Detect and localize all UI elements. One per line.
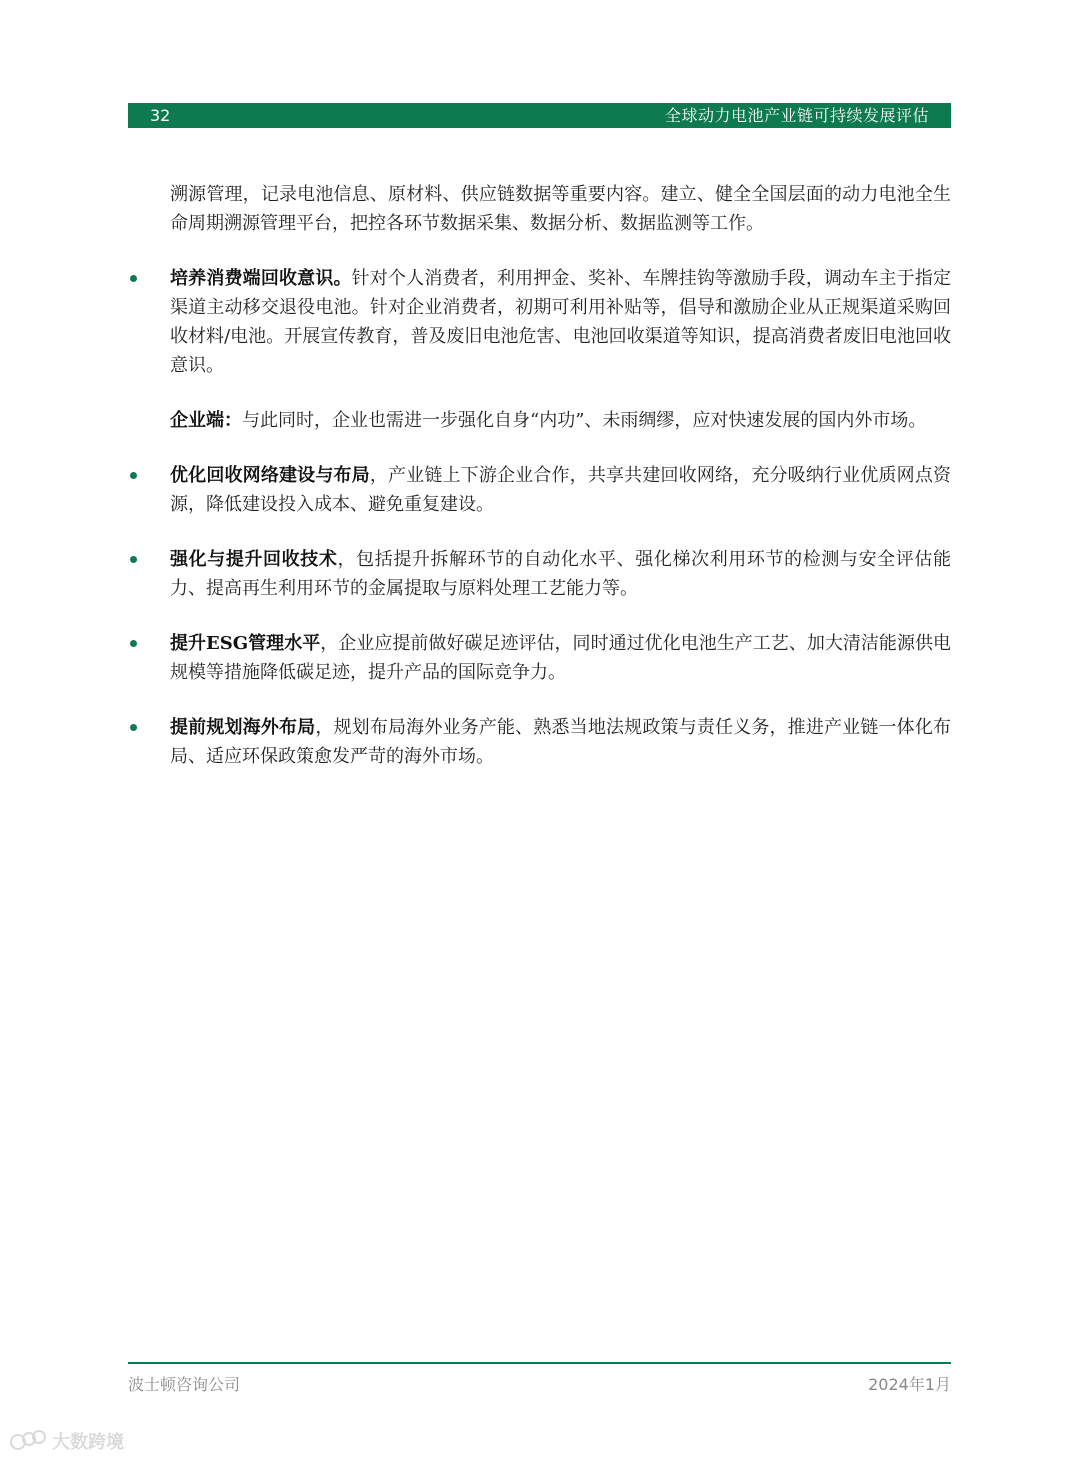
watermark-text: 大数跨境 [52, 1432, 124, 1453]
bullet-recycling-technology [128, 545, 951, 603]
bullet-heading: 提前规划海外布局 [170, 717, 316, 738]
bullet-overseas-layout [128, 713, 951, 771]
watermark-logo-icon [10, 1430, 48, 1452]
watermark [10, 1428, 124, 1454]
bullet-heading: 提升ESG管理水平 [170, 633, 321, 654]
bullet-dot-icon [130, 724, 137, 731]
page-header-bar [128, 103, 951, 128]
bullet-text: ，规划布局海外业务产能、熟悉当地法规政策与责任义务，推进产业链一体化布局、适应环保政策愈发严苛的海外市场。 [170, 717, 952, 767]
document-title: 全球动力电池产业链可持续发展评估 [664, 106, 929, 125]
enterprise-intro-paragraph [128, 406, 951, 435]
enterprise-text: 与此同时，企业也需进一步强化自身“内功”、未雨绸缪，应对快速发展的国内外市场。 [242, 410, 927, 431]
main-content [128, 180, 951, 771]
bullet-dot-icon [130, 472, 137, 479]
bullet-consumer-awareness [128, 264, 951, 380]
footer-date: 2024年1月 [868, 1375, 951, 1394]
bullet-text: ，包括提升拆解环节的自动化水平、强化梯次利用环节的检测与安全评估能力、提高再生利用环节的金属提取与原料处理工艺能力等。 [170, 549, 952, 599]
bullet-esg-management [128, 629, 951, 687]
intro-continuation-paragraph: 溯源管理，记录电池信息、原材料、供应链数据等重要内容。建立、健全全国层面的动力电池全生命周期溯源管理平台，把控各环节数据采集、数据分析、数据监测等工作。 [170, 184, 951, 234]
enterprise-heading: 企业端： [170, 410, 242, 431]
bullet-recycling-network [128, 461, 951, 519]
bullet-text: ，产业链上下游企业合作，共享共建回收网络，充分吸纳行业优质网点资源，降低建设投入成本、避免重复建设。 [170, 465, 952, 515]
bullet-heading: 强化与提升回收技术 [170, 549, 338, 570]
footer-company: 波士顿咨询公司 [128, 1375, 241, 1394]
footer-divider [128, 1362, 951, 1364]
bullet-text: 针对个人消费者，利用押金、奖补、车牌挂钩等激励手段，调动车主于指定渠道主动移交退役电池。针对企业消费者，初期可利用补贴等，倡导和激励企业从正规渠道采购回收材料/电池。开展宣传教育，普及废旧电池危害、电池回收渠道等知识，提高消费者废旧电池回收意识。 [170, 268, 952, 376]
bullet-dot-icon [130, 275, 137, 282]
bullet-text: ，企业应提前做好碳足迹评估，同时通过优化电池生产工艺、加大清洁能源供电规模等措施降低碳足迹，提升产品的国际竞争力。 [170, 633, 951, 683]
bullet-dot-icon [130, 640, 137, 647]
page-number: 32 [150, 106, 171, 125]
bullet-heading: 优化回收网络建设与布局 [170, 465, 370, 486]
bullet-heading: 培养消费端回收意识。 [170, 268, 352, 289]
bullet-dot-icon [130, 556, 137, 563]
